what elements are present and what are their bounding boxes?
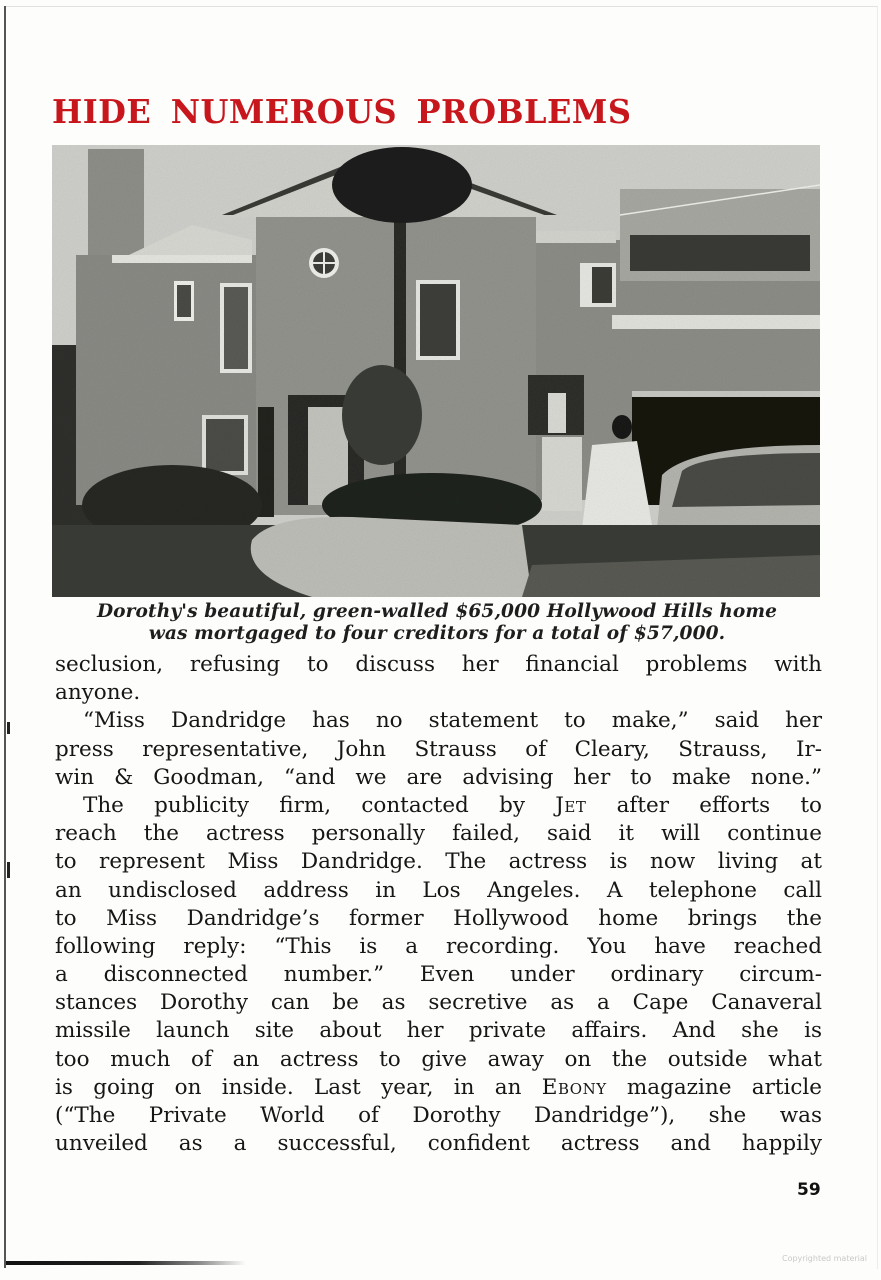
- page-left-edge: [4, 6, 6, 1268]
- body-line-jet: [55, 792, 822, 820]
- caption-line-2: was mortgaged to four creditors for a total of $57,000.: [148, 623, 726, 644]
- house-photo: [52, 145, 820, 597]
- body-line: following reply: “This is a recording. You have reached: [55, 933, 822, 959]
- body-line: anyone.: [55, 680, 141, 706]
- body-line: unveiled as a successful, confident actress and happily: [55, 1131, 822, 1157]
- body-line-end: after efforts to: [586, 792, 822, 818]
- page-number: 59: [797, 1180, 821, 1200]
- margin-mark: [7, 722, 10, 734]
- body-line: “Miss Dandridge has no statement to make,” said her: [83, 708, 822, 734]
- article-body: [55, 651, 822, 1158]
- magazine-name-ebony: Ebony: [541, 1074, 607, 1100]
- body-line: to Miss Dandridge’s former Hollywood home brings the: [55, 905, 822, 931]
- margin-mark: [7, 862, 10, 878]
- house-photo-illustration: [52, 145, 820, 597]
- body-line-ebony: [55, 1074, 822, 1102]
- body-line: an undisclosed address in Los Angeles. A telephone call: [55, 877, 822, 903]
- copyright-notice: Copyrighted material: [782, 1254, 868, 1263]
- body-line: stances Dorothy can be as secretive as a Cape Canaveral: [55, 990, 822, 1016]
- body-line: reach the actress personally failed, said it will continue: [55, 821, 822, 847]
- body-line-start: is going on inside. Last year, in an: [55, 1074, 542, 1100]
- body-line: a disconnected number.” Even under ordinary circum-: [55, 962, 822, 988]
- photo-caption: [52, 601, 822, 645]
- magazine-name-jet: Jet: [555, 792, 587, 818]
- headline: HIDE NUMEROUS PROBLEMS: [52, 92, 632, 131]
- footer-rule: [6, 1261, 246, 1265]
- body-line: press representative, John Strauss of Cleary, Strauss, Ir-: [55, 736, 822, 762]
- caption-line-1: Dorothy's beautiful, green-walled $65,000 Hollywood Hills home: [96, 601, 778, 622]
- body-line: win & Goodman, “and we are advising her to make none.”: [55, 764, 822, 790]
- body-line: (“The Private World of Dorothy Dandridge”), she was: [55, 1103, 822, 1128]
- body-line: seclusion, refusing to discuss her financial problems with: [55, 652, 822, 677]
- body-line: missile launch site about her private affairs. And she is: [55, 1018, 822, 1044]
- body-line: to represent Miss Dandridge. The actress is now living at: [55, 849, 822, 875]
- body-line-start: The publicity firm, contacted by: [83, 792, 556, 818]
- body-line: too much of an actress to give away on the outside what: [55, 1046, 822, 1072]
- body-line-end: magazine article: [606, 1074, 823, 1100]
